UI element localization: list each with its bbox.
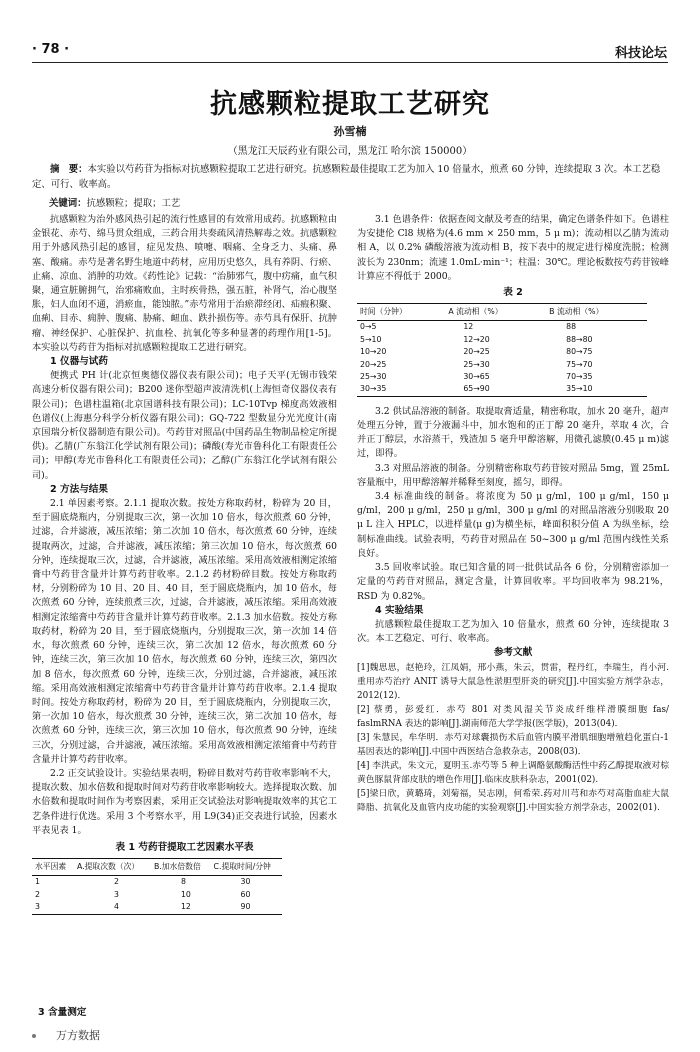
table-row <box>32 889 282 901</box>
paragraph-3-1: 3.1 色谱条件：依据查阅文献及考查的结果，确定色谱条件如下。色谱柱为安捷伦 Cl8 规格为(4.6 mm × 250 mm，5 μ m)；流动相以乙腈为流动相 A，以 0.2% 磷酸溶液为流动相 B，按下表中的规定进行梯度洗脱；检测波长为 230nm；流速 1.0mL·min⁻¹；柱温：30℃。理论板数按芍药苷铵峰计算应不得低于 2000。 <box>357 214 669 282</box>
table-2-header: 时间（分钟） <box>357 304 445 321</box>
reference-item: [3] 朱慧民，牟华明．赤芍对球囊损伤术后血管内膜平滑肌细胞增殖趋化蛋白-1 基因表达的影响[J].中国中西医结合急救杂志，2008(03)． <box>357 732 669 757</box>
reference-item: [5]梁日欣，黄璐琦，刘菊福，吴志刚，何希荣.药对川芎和赤芍对高脂血症大鼠降脂、抗氧化及血管内皮功能的实验观察[J].中国实验方剂学杂志，2002(01). <box>357 788 669 813</box>
page-number: · 78 · <box>32 42 70 57</box>
table-cell: 1 <box>35 877 40 887</box>
section-2-2-text: 2.2 正交试验设计。实验结果表明，粉碎目数对芍药苷收率影响不大，提取次数、加水倍数和提取时间对芍药苷收率影响较大。选择提取次数、加水倍数和提取时间作为考察因素，采用正交试验法对影响提取效率的其它工艺条件进行优选。采用 3 个考察水平，用 L9(34)正交表进行试验，因素水平表见表 1。 <box>32 767 337 836</box>
reference-item: [2] 蔡勇，彭爱红．赤芍 801 对类风湿关节炎成纤维样滑膜细胞 fas/ faslmRNA 表达的影响[J].湖南师范大学学报(医学版)，2013(04)． <box>357 704 669 729</box>
section-3-heading: 3 含量测定 <box>38 1007 87 1018</box>
table-cell: 0→5 <box>360 322 377 332</box>
table-cell: 10 <box>180 889 191 899</box>
table-row <box>357 321 647 334</box>
table-cell: 3 <box>32 901 74 914</box>
table-cell: 12 <box>151 901 211 914</box>
table-cell: 88→80 <box>566 334 593 344</box>
table-row <box>357 346 647 358</box>
table-2-header: A 流动相（%） <box>445 304 546 321</box>
table-cell: 30→35 <box>357 383 445 396</box>
references-list <box>357 661 669 815</box>
abstract <box>32 162 668 192</box>
reference-item: [4] 李洪武，朱文元，夏明玉.赤芍等 5 种上调酪氨酸酶活性中药乙醇提取液对棕黄色豚鼠背部皮肤的增色作用[J].临床皮肤科杂志，2001(02). <box>357 760 669 785</box>
abstract-label: 摘 要： <box>50 164 88 175</box>
table-cell: 70→35 <box>566 372 593 382</box>
table-cell: 65→90 <box>445 383 546 396</box>
table-row <box>32 901 282 914</box>
table-cell: 60 <box>240 889 251 899</box>
left-column <box>32 213 337 915</box>
keywords <box>49 195 180 209</box>
table-1-header: B.加水倍数倍 <box>151 859 211 876</box>
table-cell: 20→25 <box>360 359 387 369</box>
table-cell: 10→20 <box>360 347 387 357</box>
table-row <box>357 359 647 371</box>
table-cell: 8 <box>180 877 186 887</box>
footer-brand: 万方数据 <box>56 1029 100 1042</box>
paragraph-3-5: 3.5 回收率试验。取已知含量的同一批供试品各 6 份，分别精密添加一定量的芍药苷对照品，测定含量，计算回收率。平均回收率为 98.21%，RSD 为 0.82%。 <box>357 562 669 602</box>
section-2-text: 2.1 单因素考察。2.1.1 提取次数。按处方称取药材，粉碎为 20 目，至于圆底烧瓶内，分别提取三次，第一次加 10 倍水，每次煎煮 60 分钟，过滤，合并滤液，减压浓缩；第二次加 10 倍水，每次煎煮 60 分钟，连续提取两次，过滤，合并滤液，减压浓缩；第三次加 10 倍水，每次煎煮 60 分钟，连续提取三次，过滤，合并滤液，减压浓缩。采用高效液相测定浓缩膏中芍药苷含量并计算芍药苷收率。2.1.2 药材粉碎目数。按处方称取药材，分别粉碎为 10 目、20 目、40 目，至于圆底烧瓶内，加 10 倍水，每次煎煮 60 分钟，连续煎煮三次，过滤，合并滤液，减压浓缩。采用高效液相测定浓缩膏中芍药苷含量并计算芍药苷收率。2.1.3 加水倍数。按处方称取药材，粉碎为 20 目，至于圆底烧瓶内，分别提取三次，第一次加 14 倍水，每次煎煮 60 分钟，连续三次，第二次加 12 倍水，每次煎煮 60 分钟，连续三次，第三次加 10 倍水，每次煎煮 60 分钟，连续三次，第四次加 8 倍水，每次煎煮 60 分钟，连续三次，分别过滤，合并滤液，减压浓缩。采用高效液相测定浓缩膏中芍药苷含量并计算芍药苷收率。2.1.4 提取时间。按处方称取药材，粉碎为 20 目，至于圆底烧瓶内，分别提取三次，第一次加 10 倍水，每次煎煮 30 分钟，连续三次，第二次加 10 倍水，每次煎煮 60 分钟，连续三次，第三次加 10 倍水，每次煎煮 90 分钟，连续三次，分别过滤，合并滤液，减压浓缩。采用高效液相测定浓缩膏中芍药苷含量并计算芍药苷收率。 <box>32 498 337 765</box>
table-cell: 25→30 <box>360 372 387 382</box>
table-cell: 30 <box>240 877 251 887</box>
table-cell: 2 <box>35 889 40 899</box>
table-cell: 88 <box>566 322 577 332</box>
table-2-header: B 流动相（%） <box>546 304 647 321</box>
paragraph-3-4: 3.4 标准曲线的制备。将浓度为 50 μ g/ml，100 μ g/ml，150 μ g/ml，200 μ g/ml，250 μ g/ml，300 μ g/ml 的对照品溶液分别吸取 20 μ L 注入 HPLC，以进样量(μ g)为横坐标，峰面积积分值 A 为纵坐标，绘制标准曲线。试验表明，芍药苷对照品在 50~300 μ g/ml 范围内线性关系良好。 <box>357 491 669 559</box>
journal-section: 科技论坛 <box>614 46 667 61</box>
paragraph-4: 抗感颗粒最佳提取工艺为加入 10 倍量水，煎煮 60 分钟，连续提取 3 次。本工艺稳定、可行、收率高。 <box>357 618 669 645</box>
table-1 <box>32 858 282 914</box>
table-1-header: A.提取次数（次） <box>74 859 151 876</box>
right-column <box>357 213 669 815</box>
table-row <box>357 334 647 346</box>
section-2-heading: 2 方法与结果 <box>50 483 108 495</box>
table-cell: 5→10 <box>360 334 382 344</box>
table-2-caption: 表 2 <box>503 287 523 299</box>
section-4-heading: 4 实验结果 <box>375 604 424 616</box>
table-row <box>357 383 647 396</box>
table-1-header: C.提取时间/分钟 <box>211 859 282 876</box>
reference-item: [1]魏思思，赵艳玲，江凤娟，邢小燕，朱云，贯雷，程丹红，李瑞生，肖小河.重用赤芍治疗 ANIT 诱导大鼠急性淤胆型肝炎的研究[J].中国实验方剂学杂志，2012(12)． <box>357 662 669 701</box>
article-affiliation: （黑龙江天辰药业有限公司，黑龙江 哈尔滨 150000） <box>227 146 473 157</box>
section-1-text: 便携式 PH 计(北京恒奥德仪器仪表有限公司)；电子天平(无锡市钱荣高速分析仪器有限公司)；B200 迷你型超声波清洗机(上海恒奇仪器仪表有限公司)；色谱柱温箱(北京国谱科技有限公司)；LC-10Tvp 梯度高效液相色谱仪(上海惠分科学分析仪器有限公司)；GQ-722 型数显分光光度计(南京国瑞分析仪器制造有限公司)。芍药苷对照品(中国药品生物制品检定所提供)。乙腈(广东翁江化学试剂有限公司)；磷酸(寿光市鲁科化工有限责任公司)；甲醇(寿光市鲁科化工有限责任公司)；乙醇(广东翁江化学试剂有限公司)。 <box>32 370 337 481</box>
header-rule <box>32 62 668 63</box>
table-cell: 20→25 <box>463 347 490 357</box>
table-2 <box>357 303 647 397</box>
intro-paragraph: 抗感颗粒为治外感风热引起的流行性感冒的有效常用成药。抗感颗粒由金银花、赤芍、绵马贯众组成，三药合用共奏疏风清热解毒之效。抗感颗粒用于外感风热引起的感冒，症见发热、喷嚏、咽痛、全身乏力、头痛、鼻塞、酸痛。赤芍是著名野生地道中药材，应用历史悠久，具有养阴、行瘀、止痛、凉血、消肿的功效。《药性论》记载：“治肺邪气，腹中疠痛，血气积聚，通宣脏腑拥气，治邪痛败血，主时疾骨热，强五脏，补肾气，治心腹坚胀，妇人血闭不通，消瘀血，能蚀脓。”赤芍常用于治瘀滞经闭、疝瘕积聚、血痢、目赤、痈肿、腹痛、胁痛、衄血、跌扑损伤等。赤芍具有保肝、抗肿瘤、神经保护、心脏保护、抗血栓、抗氧化等多种显著的药理作用[1-5]。本实验以芍药苷为指标对抗感颗粒提取工艺进行研究。 <box>32 214 337 353</box>
table-cell: 2 <box>113 877 119 887</box>
table-cell: 80→75 <box>566 347 593 357</box>
bullet-icon <box>32 1034 36 1038</box>
table-1-header: 水平因素 <box>32 859 74 876</box>
article-title: 抗感颗粒提取工艺研究 <box>210 89 490 120</box>
table-cell: 12→20 <box>463 334 490 344</box>
table-cell: 30→65 <box>463 372 490 382</box>
section-1-heading: 1 仪器与试药 <box>50 356 108 368</box>
table-cell: 75→70 <box>566 359 593 369</box>
paragraph-3-3: 3.3 对照品溶液的制备。分别精密称取芍药苷铵对照品 5mg，置 25mL 容量瓶中，用甲醇溶解并稀释至刻度，摇匀，即得。 <box>357 462 669 488</box>
table-cell: 3 <box>113 889 119 899</box>
table-1-caption: 表 1 芍药苷提取工艺因素水平表 <box>115 841 254 853</box>
references-title: 参考文献 <box>493 647 533 659</box>
abstract-text: 本实验以芍药苷为指标对抗感颗粒提取工艺进行研究。抗感颗粒最佳提取工艺为加入 10 倍量水，煎煮 60 分钟，连续提取 3 次。本工艺稳定、可行、收率高。 <box>32 164 661 190</box>
paragraph-3-2: 3.2 供试品溶液的制备。取提取膏适量，精密称取，加水 20 毫升，超声处理五分钟，置于分液漏斗中，加水饱和的正丁醇 20 毫升，萃取 4 次，合并正丁醇层，水浴蒸干，残渣加 5 毫升甲醇溶解，用微孔滤膜(0.45 μ m)滤过，即得。 <box>357 405 669 460</box>
table-cell: 12 <box>463 322 474 332</box>
table-cell: 4 <box>74 901 151 914</box>
keywords-text: 抗感颗粒；提取；工艺 <box>86 198 181 209</box>
footer <box>32 1027 100 1043</box>
keywords-label: 关键词： <box>49 198 87 209</box>
table-row <box>32 876 282 889</box>
table-cell: 90 <box>211 901 282 914</box>
article-author: 孙雪楠 <box>333 125 367 138</box>
table-cell: 35→10 <box>546 383 647 396</box>
table-cell: 25→30 <box>463 359 490 369</box>
table-row <box>357 371 647 383</box>
